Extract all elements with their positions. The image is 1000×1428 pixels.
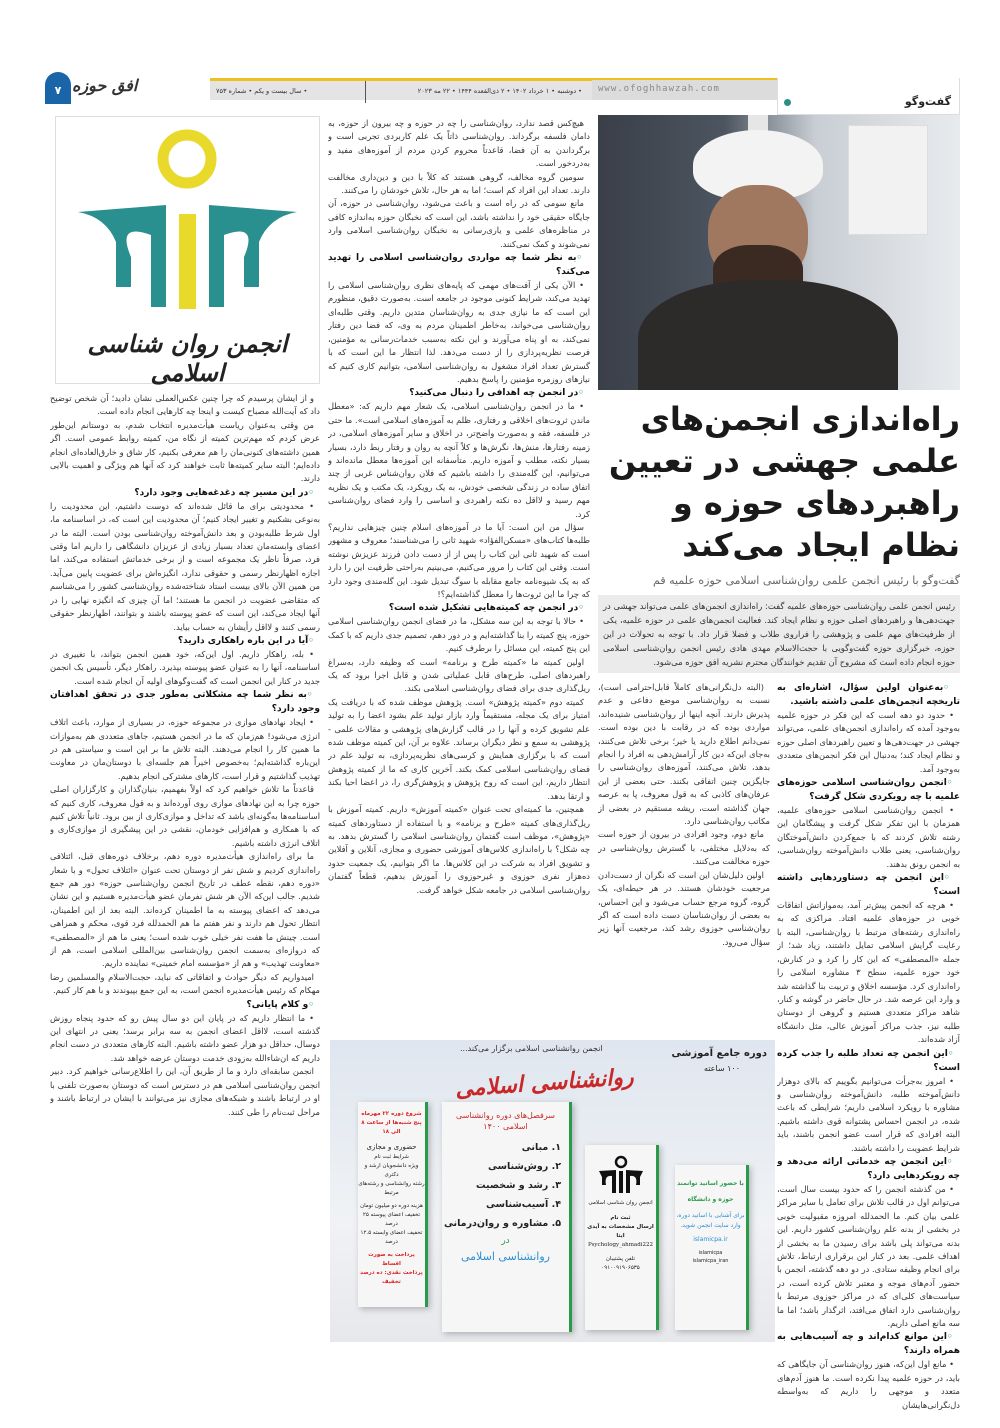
- paragraph: امیدواریم که دیگر حوادث و اتفاقاتی که نباید، حجت‌الاسلام والمسلمین رضا مهکام که رئیس هیأت‌مدیره انجمن است، به این جمع بپیوندند و با هم کار کنیم.: [50, 971, 320, 996]
- ad-phone-label: تلفن پشتیبان: [605, 1256, 636, 1262]
- ad-logo-caption: انجمن روان شناسی اسلامی: [588, 1200, 653, 1206]
- ad-time: پنج شنبه‌ها از ساعت ۸ الی ۱۸: [361, 1120, 422, 1135]
- paragraph: هیچ‌کس قصد ندارد، روان‌شناسی را چه در حوزه و چه بیرون از حوزه، به دامان فلسفه برگرداند. روان‌شناسی ذاتاً یک علم کاربردی تجربی است و برگرداندن به آن فضا، قاعدتاً محروم کردن مردم از آموزه‌های مفید و به‌دردخور است.: [328, 118, 590, 169]
- newspaper-logo: افق حوزه: [72, 76, 138, 95]
- text-column-left: [50, 392, 320, 1415]
- ad-panel-register: [585, 1145, 659, 1330]
- paragraph: • حدود دو دهه است که این فکر در حوزه علمیه به‌وجود آمده که راه‌اندازی انجمن‌های علمی، می‌تواند جهشی در جهت‌دهی‌ها و تعیین راهبردهای اصلی حوزه و نظام ایجاد کند؛ به‌دنبال این فکر انجمن‌های متعددی به‌وجود آمد.: [777, 710, 960, 774]
- ad-installments: پرداخت به صورت اقساط: [368, 1252, 415, 1267]
- paragraph: • ما در انجمن روان‌شناسی اسلامی، یک شعار مهم داریم که: «معطل ماندن ثروت‌های اخلاقی و رفتاری، ظلم به آموزه‌های اسلامی است». ما حتی در فلسفه، فقه و به‌صورت واضح‌تر، در اخلاق و سایر آموزه‌های اسلامی، در زمینه رفتارها، منش‌ها، نگرش‌ها و کلاً آنچه به روان و رفتار ربط دارد، بسیار بسیار نکته، مطلب و آموزه داریم. متأسفانه این آموزه‌ها معطل مانده‌اند و می‌توانیم، این گله‌مندی را داشته باشیم که فلان روان‌شناس غربی از چند اتفاق ساده در زندگی شخصی خودش، به یک رویکرد، یک مکتب و یک نظریه مهم رسید و لااقل ده نکته راهبردی و اساسی را وارد فضای روان‌شناسی کرد.: [328, 401, 590, 519]
- ad-syllabus-item: ۳. رشد و شخصیت: [475, 1180, 561, 1191]
- ad-course-label: دوره جامع آموزشی: [671, 1048, 767, 1059]
- paragraph: • مانع اول این‌که، هنوز روان‌شناسی آن جایگاهی که باید، در حوزه علمیه پیدا نکرده است. ما هنوز آدم‌های متعدد و موجهی را داریم که به‌واسطه دل‌نگرانی‌هایشان: [777, 1359, 960, 1410]
- ad-website[interactable]: islamicpa.ir: [693, 1236, 728, 1243]
- text-column-right: [777, 681, 960, 1415]
- ad-panel-teachers: [675, 1165, 749, 1330]
- website-url[interactable]: www.ofoghhawzah.com: [592, 80, 777, 100]
- article-lead: رئیس انجمن علمی روان‌شناسی حوزه‌های علمیه گفت: راه‌اندازی انجمن‌های علمی می‌تواند جهشی در جهت‌دهی‌ها و راهبردهای اصلی حوزه و نظام ایجاد کند. فعالیت انجمن‌های علمی در حوزه علمیه، یکی از ظرفیت‌های مهم علمی و پژوهشی را فراروی طلاب و فضلا قرار داد. با توجه به تحولات در این حوزه، خبرگزاری حوزه گفت‌وگویی با حجت‌الاسلام مهدی هادی رئیس انجمن روان‌شناسی اسلامی حوزه انجام داده است که مشروح آن تقدیم خوانندگان محترم نشریه افق حوزه می‌شود.: [598, 595, 960, 673]
- paragraph: اولین کمیته ما «کمیته طرح و برنامه» است که وظیفه دارد، به‌سراغ راهبردهای اصلی، طرح‌های قابل عملیاتی شدن و قابل اجرا برود که یک ریل‌گذاری جدی برای فضای روان‌شناسی اسلامی بکند.: [328, 656, 590, 694]
- paragraph: انجمن سابقه‌ای دارد و ما از طریق آن، این را اطلاع‌رسانی خواهیم کرد. دبیر انجمن روان‌شناسی اسلامی هم در دسترس است که دوستان به‌صورت تلفنی با او در ارتباط باشند و شبکه‌های مجازی نیز می‌توانند با ایشان در ارتباط باشند و مراحل ثبت‌نام را طی کنند.: [50, 1066, 320, 1117]
- paragraph: • انجمن روان‌شناسی اسلامی حوزه‌های علمیه، همزمان با این تفکر شکل گرفت و پیشگامان این رشته تلاش کردند که با جمع‌کردن دانش‌آموختگان روان‌شناسی، یعنی طلاب دانش‌آموخته روان‌شناسی، به انجمن رونق بدهند.: [777, 805, 960, 869]
- ad-discount-2: تخفیف اعضای وابسته ۱۲.۵ درصد: [360, 1230, 423, 1245]
- ad-field-name: روانشناسی اسلامی: [460, 1250, 550, 1263]
- ad-register: ثبت نام: [610, 1215, 631, 1221]
- ad-syllabus-item: ۲. روش‌شناسی: [488, 1161, 561, 1172]
- association-logo: [55, 116, 320, 387]
- ad-audience: ویژه دانشجویان ارشد و دکتری: [364, 1163, 419, 1178]
- interview-question: ◦ انجمن روان‌شناسی اسلامی حوزه‌های علمیه با چه رویکردی شکل گرفت؟: [777, 776, 960, 804]
- text-column-middle: [328, 117, 590, 1035]
- paragraph: (البته دل‌نگرانی‌های کاملاً قابل‌احترامی است)، نسبت به روان‌شناسی موضع دفاعی و عدم پذیرش دارند. آنچه اینها از روان‌شناسی شنیده‌اند، مواردی بوده که در رقابت با دین بوده است. نمی‌دانم اطلاع دارید یا خیر؛ برخی تلاش می‌کنند، به‌جای این‌که دین کار آرامش‌دهی به افراد را انجام بدهد، تلاش می‌کنند، آموزه‌های روان‌شناسی را جایگزین چنین اتفاقی بکنند. حتی بعضی از این عرفان‌های کاذبی که به قول معروف، پا به عرصه جهان گذاشته است، ریشه مستقیم در بعضی از مکاتب روان‌شناسی دارد.: [598, 682, 770, 827]
- ad-send-info: ارسال مشخصات به آیدی ایتا: [587, 1224, 654, 1239]
- paragraph: همچنین، ما کمیته‌ای تحت عنوان «کمیته آموزش» داریم. کمیته آموزش با ریل‌گذاری‌های کمیته «طرح و برنامه» و با استفاده از دستاوردهای کمیته «پژوهش»، موظف است گفتمان روان‌شناسی اسلامی را گسترش بدهد. به چه شکل؟ با راه‌اندازی کلاس‌های آموزشی حضوری و مجازی، آنلاین و آفلاین و تشویق افراد به شرکت در این کلاس‌ها. ما اگر بتوانیم، یک جمعیت حدود ده‌هزار نفری حوزوی و غیرحوزوی را آموزش بدهیم، قطعاً گفتمان روان‌شناسی اسلامی در جامعه شکل خواهد گرفت.: [328, 804, 590, 895]
- ad-panel-schedule: [358, 1102, 428, 1307]
- paragraph: سؤال من این است: آیا ما در آموزه‌های اسلام چنین چیزهایی نداریم؟ طلبه‌ها کتاب‌های «مسکن‌الفؤاد» شهید ثانی را می‌شناسند؛ معروف و مشهور است که شهید ثانی این کتاب را پس از از دست دادن فرزند عزیزش نوشته است. وقتی این کتاب را مرور می‌کنیم، می‌بینیم به‌راحتی ظرفیت این را دارد که به یک شیوه‌نامه جامع مقابله با سوگ تبدیل شود. این گله‌مندی وجود دارد که چرا ما این ثروت‌ها را معطل گذاشته‌ایم؟!: [328, 521, 590, 599]
- paragraph: مانع سومی که در راه است و باعث می‌شود، روان‌شناسی در حوزه، آن جایگاه حقیقی خود را نداشته باشد، این است که نخبگان حوزه به‌اندازه کافی در مناظره‌های علمی و یاری‌رسانی به نخبگان روان‌شناسی اسلامی وارد نمی‌شوند و کمک نمی‌کنند.: [328, 198, 590, 249]
- ad-calligraphy: روانشناسی اسلامی: [454, 1063, 635, 1103]
- paragraph: قاعدتاً ما تلاش خواهیم کرد که اولاً بفهمیم، بنیان‌گذاران و کارگزاران اصلی حوزه چرا به این نهادهای موازی روی آورده‌اند و به قول معروف، کاری کنیم که اساسنامه‌ها به‌گونه‌ای باشد که تداخل و موازی‌کاری از بین برود. ثانیاً تلاش کنیم که با همکاری و هم‌افزایی خودمان، نقشی در این پیشگیری از موازی‌کاری و اتلاف انرژی داشته باشیم.: [50, 784, 320, 848]
- ad-discount-1: تخفیف اعضای پیوسته ۲۵ درصد: [362, 1212, 421, 1227]
- paragraph: • هرچه که انجمن پیش‌تر آمد، به‌موازاتش اتفاقات خوبی در حوزه‌های علمیه افتاد. مراکزی که به راه‌اندازی رشته‌های مرتبط با روان‌شناسی، البته با رعایت گرایش اسلامی تمایل داشتند، زیاد شد؛ از جمله «المصطفی» که این کار را کرد و در کنارش، خود حوزه علمیه، سطح ۳ مشاوره اسلامی را راه‌اندازی کرد. مؤسسه اخلاق و تربیت بنا گذاشته شد و وارد این عرصه شد. در حال حاضر در گوشه و کنار، شاهد مراکز متعددی هستیم و گروهی از دوستان طلبه نیز، جذب مراکز آموزش عالی، مثل دانشگاه آزاد شده‌اند.: [777, 900, 960, 1045]
- interview-question: ◦ به نظر شما چه مواردی روان‌شناسی اسلامی را تهدید می‌کند؟: [328, 251, 590, 279]
- logo-caption: انجمن روان شناسی اسلامی: [87, 329, 288, 387]
- paragraph: • حالا با توجه به این سه مشکل، ما در فضای انجمن روان‌شناسی اسلامی حوزه، پنج کمیته را بنا گذاشته‌ایم و در دور دهم، تصمیم جدی داریم که با کمک این پنج کمیته، این مسائل را برطرف کنیم.: [328, 616, 590, 654]
- ad-cash-discount: پرداخت نقدی: ده درصد تخفیف: [360, 1270, 423, 1285]
- interview-photo: [598, 115, 960, 390]
- issue-number: • سال بیست و یکم • شماره ۷۵۳: [216, 87, 308, 95]
- section-label: گفت‌وگو: [904, 95, 951, 108]
- ad-hours: ۱۰۰ ساعته: [703, 1064, 740, 1073]
- ad-seminary-university: حوزه و دانشگاه: [687, 1196, 734, 1203]
- ad-start-date: شروع دوره ۲۲ مهرماه: [361, 1111, 422, 1117]
- section-label-box: [777, 78, 960, 115]
- paragraph: • من گذشته انجمن را که حدود بیست سال است، می‌توانم اول در قالب تلاش برای تعامل با سایر مراکز علمی بیان کنم. ما الحمدلله امروزه مقبولیت خوبی در بخشی از بدنه علم روان‌شناسی کشور داریم. این بدنه می‌تواند پلی باشد برای رسیدن ما به بخشی از اهداف علمی. بعد در کنار این برقراری ارتباط، تلاش برای انجام وظیفه ستادی. در دو دهه گذشته، انجمن با حضور آدم‌های موجه و معتبر تلاش کرده است، در سیاست‌های کلی‌ای که در مراکز حوزوی مرتبط با روان‌شناسی دارد اتفاق می‌افتد، اثرگذار باشد؛ اما ما سه مانع اصلی داریم.: [777, 1183, 960, 1329]
- paragraph: کمیته دوم «کمیته پژوهش» است. پژوهش موظف شده که با دریافت یک امتیاز برای یک مجله، مستقیماً وارد بازار تولید علم بشود اعضا را به تولید علم تشویق کرده و آنها را در قالب گزارش‌های پژوهشی و مقالات علمی - پژوهشی به سمع و نظر دیگران برساند. علاوه بر آن، این کمیته موظف شده است که با برگزاری همایش و کرسی‌های نظریه‌پردازی، به تولید علم در فضای روان‌شناسی اسلامی کمک بکند. آخرین کاری که ما از کمیته پژوهش انتظار داریم، این است که روح پژوهش و پژوهش‌گری را، در اعضا احیا بکند و ارتقا بدهد.: [328, 696, 590, 801]
- interview-question: ◦ این انجمن چه تعداد طلبه را جذب کرده است؟: [777, 1047, 960, 1075]
- ad-syllabus-item: ۵. مشاوره و روان‌درمانی: [443, 1218, 561, 1229]
- interview-question: ◦ آیا در این باره راهکاری دارید؟: [50, 634, 320, 648]
- issue-date: • دوشنبه • ۱ خرداد ۱۴۰۲ • ۲ ذی‌القعده ۱۴۴۴ • ۲۲ مه ۲۰۲۳: [417, 87, 582, 95]
- ad-social-2[interactable]: islamicpa_iran: [692, 1258, 729, 1264]
- article-subtitle: گفت‌وگو با رئیس انجمن علمی روان‌شناسی اسلامی حوزه علمیه قم: [653, 574, 960, 587]
- ad-conditions: شرایط ثبت نام: [374, 1154, 409, 1160]
- paragraph: • ما انتظار داریم که در پایان این دو سال پیش رو که حدود پنجاه روزش گذشته است، لااقل اعضای انجمن به سه برابر برسد؛ یعنی در انتهای این دوسال، حداقل دو هزار عضو داشته باشیم. البته کارهای متعددی در دست انجام داریم که ان‌شاءالله به‌زودی خدمت دوستان عرضه خواهد شد.: [50, 1012, 320, 1063]
- paragraph: من وقتی به‌عنوان ریاست هیأت‌مدیره انتخاب شدم، به دوستانم این‌طور عرض کردم که مهم‌ترین کمیته از نگاه من، کمیته روابط عمومی است. اگر همین داشته‌های کنونی‌مان را هم معرفی بکنیم، کار شاق و خارق‌العاده‌ای انجام داده‌ایم؛ البته سایر کمیته‌ها ثابت خواهند کرد که آنها هم ویژگی و اهمیت بالایی دارند.: [50, 419, 320, 484]
- interview-question: ◦ این انجمن چه دستاوردهایی داشته است؟: [777, 871, 960, 899]
- paragraph: • بله، راهکار داریم. اول این‌که، خود همین انجمن بتواند، با تغییری در اساسنامه، آنها را به عنوان عضو پیوسته بپذیرد. راهکار دیگر، تأسیس یک انجمن جدید در کنار این انجمن است که گفت‌وگوهای اولیه آن انجام شده است.: [50, 648, 320, 686]
- ad-syllabus-heading: سرفصل‌های دوره روانشناسی اسلامی ۱۴۰۰: [456, 1111, 555, 1131]
- text-column-mid-right: [598, 681, 770, 1035]
- ad-phone[interactable]: ۰۹۱۰۰۹۱۹۰۶۵۳۵: [601, 1265, 640, 1271]
- ad-organizer: انجمن روانشناسی اسلامی برگزار می‌کند...: [460, 1044, 603, 1053]
- interview-question: ◦ به نظر شما چه مشکلاتی به‌طور جدی در تحقق اهدافتان وجود دارد؟: [50, 688, 320, 716]
- course-advertisement: [330, 1040, 775, 1342]
- paragraph: • ایجاد نهادهای موازی در مجموعه حوزه، در بسیاری از موارد، باعث اتلاف انرژی می‌شود! هم‌زمان که ما در انجمن هستیم، جاهای متعددی هم به‌موازات ما همین کار را انجام می‌دهند. البته تلاش ما بر این است و سیاستی هم در این‌باره گذاشته‌ایم؛ به‌خصوص اخیراً هم جلسه‌ای با دوستان‌مان در معاونت تهذیب گذاشتیم و قرار است، کارهای مشترکی انجام بدهیم.: [50, 717, 320, 781]
- paragraph: مانع دوم، وجود افرادی در بیرون از حوزه است که به‌دلایل مختلفی، با گسترش روان‌شناسی در حوزه مخالفت می‌کنند.: [598, 829, 770, 867]
- paragraph: سومین گروه مخالف، گروهی هستند که کلاً با دین و دین‌داری مخالفت دارند. تعداد این افراد کم است؛ اما به هر حال، تلاش خودشان را می‌کنند.: [328, 171, 590, 196]
- interview-question: ◦ در این مسیر چه دغدغه‌هایی وجود دارد؟: [50, 486, 320, 500]
- ad-panel-syllabus: [442, 1102, 572, 1332]
- ad-visit-site: برای آشنایی با اساتید دوره، وارد سایت انجمن شوید.: [676, 1212, 745, 1229]
- interview-question: ◦ در انجمن چه کمیته‌هایی تشکیل شده است؟: [328, 601, 590, 615]
- article-title: راه‌اندازی انجمن‌های علمی جهشی در تعیین راهبردهای حوزه و نظام ایجاد می‌کند: [608, 400, 960, 564]
- ad-eitaa-id[interactable]: Psychology_ahmadi222: [588, 1242, 653, 1248]
- ad-syllabus-list: [442, 1138, 569, 1233]
- ad-in: در: [501, 1236, 510, 1246]
- psi-logo-icon: [56, 117, 319, 317]
- bullet-icon: [784, 99, 791, 106]
- paragraph: و از ایشان پرسیدم که چرا چنین عکس‌العملی نشان دادید؛ آن شخص توضیح داد که آیت‌الله مصباح کیست و اینجا چه کارهایی انجام داده است.: [50, 393, 320, 417]
- ad-price: هزینه دوره دو میلیون تومان: [360, 1203, 423, 1209]
- paragraph: اولین دلیل‌شان این است که نگران از دست‌دادن مرجعیت خودشان هستند. در هر حیطه‌ای، یک گروه، گروه مرجع حساب می‌شود و این احساس، به بعضی از روان‌شناسان دست داده است که اگر روان‌شناسی حوزوی رشد کند، مرجعیت آنها زیر سؤال می‌رود.: [598, 869, 770, 947]
- interview-question: ◦ این انجمن چه خدماتی ارائه می‌دهد و چه رویکردهایی دارد؟: [777, 1155, 960, 1183]
- interview-question: ◦ در انجمن چه اهدافی را دنبال می‌کنید؟: [328, 386, 590, 400]
- paragraph: • الآن یکی از آفت‌های مهمی که پایه‌های نظری روان‌شناسی اسلامی را تهدید می‌کند، شرایط کنونی موجود در جامعه است. به‌صورت دقیق، منظورم این است که ما نیازی جدی به روان‌شناسان متدین داریم. وقتی طلبه‌ای روان‌شناسی می‌خواند، به‌خاطر اطمینان مردم به وی، که فضا دین رفتار نمی‌کند، به او پناه می‌آورند و این نکته به‌سبب خدمات‌رسانی به مؤمنین، فرصت نظریه‌پردازی را از دست می‌دهد. لذا انتظار ما این است که با گسترش تعداد افراد مشغول به روان‌شناسی اسلامی، بتوانیم کاری کنیم که نیازهای روزمره مؤمنین را پاسخ بدهیم.: [328, 280, 590, 384]
- ad-teachers: با حضور اساتید توانمند: [677, 1180, 744, 1187]
- interview-question: ◦ این موانع کدام‌اند و چه آسیب‌هایی به همراه دارند؟: [777, 1330, 960, 1358]
- interview-question: ◦ و کلام پایانی؟: [50, 998, 320, 1012]
- ad-syllabus-item: ۴. آسیب‌شناسی: [485, 1199, 561, 1210]
- paragraph: • محدودیتی برای ما قائل شده‌اند که دوست داشتیم، این محدودیت را به‌نوعی بشکنیم و تغییر ایجاد کنیم؛ آن محدودیت این است که، در اساسنامه ما، اول شرط طلبه‌بودن و بعد دانش‌آموخته روان‌شناسی بودن است. البته ما در اعضای وابسته‌مان تعداد بسیار زیادی از عزیزان دانشگاهی را داریم اما وقتی فرد، صرفاً ناظر یک مجموعه است و از برخی خدماتش استفاده می‌کند، اما اجازه اظهارنظر رسمی و حقوقی ندارد، انگیزه‌اش برای عضویت پایین می‌آید. من همین الآن بالای بیست استاد شناخته‌شده روان‌شناسی کشور را می‌شناسم که متقاضی عضویت در انجمن ما هستند؛ اما آن چیزی که انگیزه نهایی را در آنها ایجاد می‌کند، این است که عضو پیوسته باشند و بتوانند، اظهارنظر حقوقی رسمی کنند و لااقل رأیشان به حساب بیاید.: [50, 500, 320, 632]
- association-logo-icon: [596, 1155, 646, 1195]
- page-number: ۷: [45, 72, 71, 104]
- ad-field: رشته روانشناسی و رشته‌های مرتبط: [358, 1181, 425, 1196]
- ad-mode: حضوری و مجازی: [366, 1143, 417, 1151]
- ad-social-1[interactable]: islamicpa: [698, 1250, 723, 1256]
- ad-syllabus-item: ۱. مبانی: [521, 1142, 561, 1153]
- interview-question: ◦ به‌عنوان اولین سؤال، اشاره‌ای به تاریخچه انجمن‌های علمی داشته باشید.: [777, 681, 960, 709]
- paragraph: ما برای راه‌اندازی هیأت‌مدیره دوره دهم، برخلاف دوره‌های قبل، ائتلافی راه‌اندازی کردیم و شش نفر از دوستان تحت عنوان «ائتلاف تحول» و با شعار «دوره دهم، نقطه عطف در تاریخ انجمن روان‌شناسی حوزه» دور هم جمع شدیم. جالب این‌که الآن هر شش نفرمان عضو هیأت‌مدیره هستیم و این نشان می‌دهد که اعضای پیوسته به ما اطمینان کرده‌اند. البته بعد از این اطمینان، انتظار تحول هم دارند و نفر هفتم ما هم الحمدلله فرد قوی، محکم و همراهی است. چینش ما هفت نفر خیلی خوب شده است؛ یعنی ما هم از «المصطفی» که دروازه‌ای به‌سمت انجمن روان‌شناسی بین‌المللی اسلامی است، هم از «معاونت تهذیب» و هم از «مؤسسه امام خمینی» نماینده داریم.: [50, 851, 320, 969]
- paragraph: • امروز به‌جرأت می‌توانیم بگوییم که بالای دوهزار دانش‌آموخته طلبه، دانش‌آموخته روان‌شناسی و مشاوره با رویکرد اسلامی داریم؛ شرایطی که باعث شده، در انجمن احساس پشتوانه قوی داشته باشیم. البته افرادی که قرار است عضو انجمن باشند، باید شرایط عضویت را داشته باشند.: [777, 1075, 960, 1153]
